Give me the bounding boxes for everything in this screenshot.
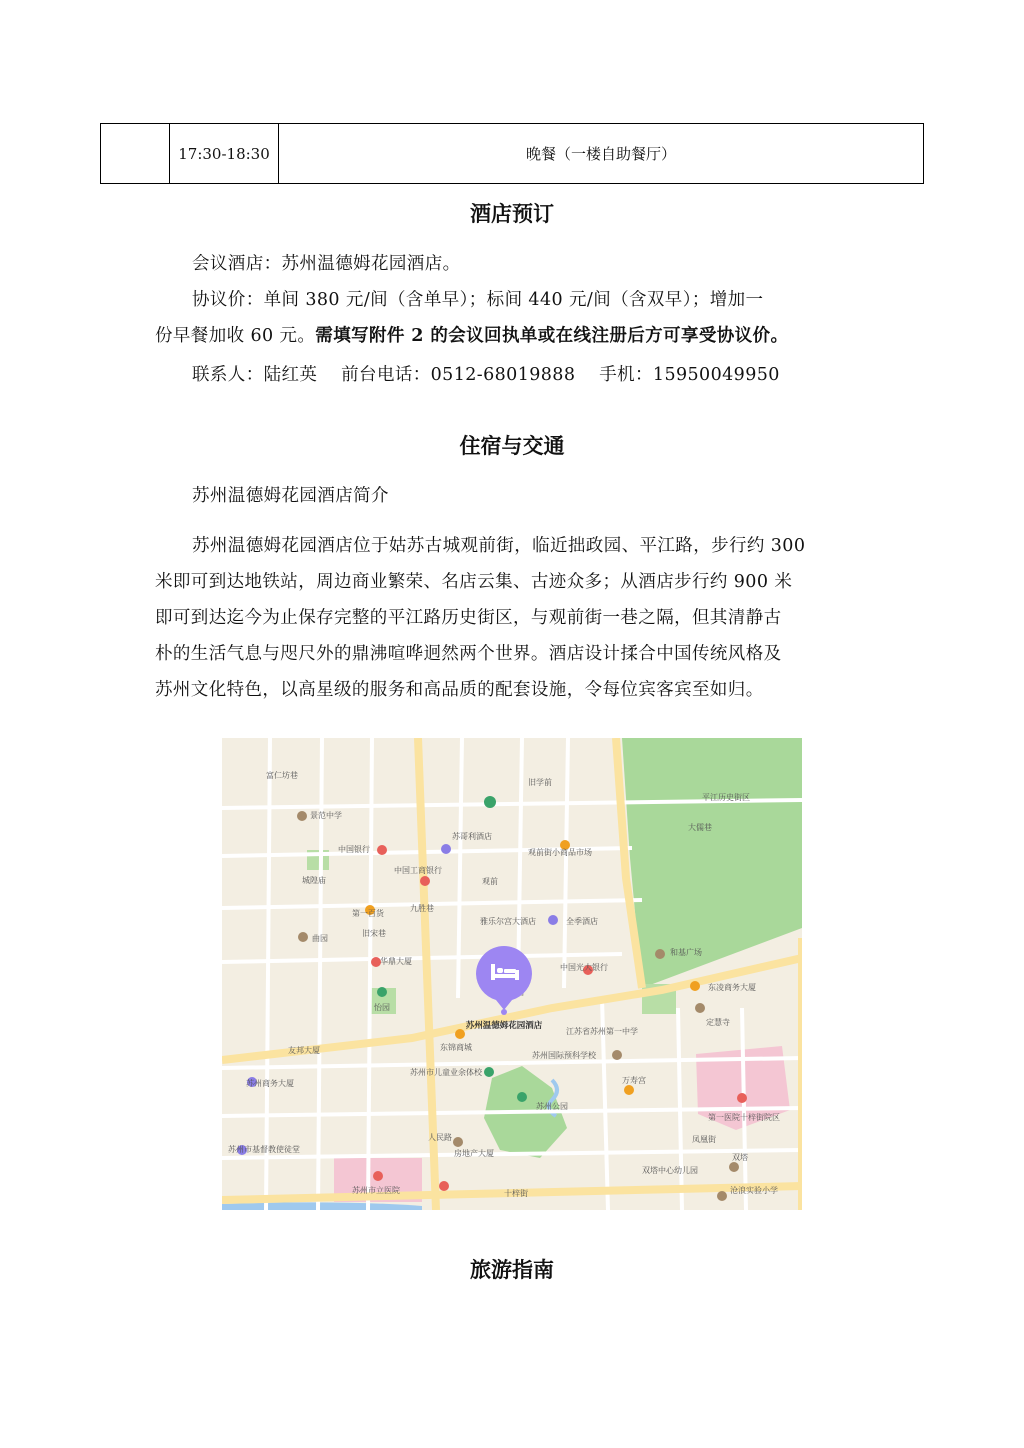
map-place-label: 富仁坊巷	[266, 771, 298, 780]
map-place-label: 房地产大厦	[454, 1149, 494, 1158]
map-place-label: 华鼎大厦	[380, 957, 412, 966]
table-row	[101, 124, 924, 184]
map-place-label: 凤凰街	[692, 1135, 716, 1144]
map-place-label: 中国银行	[338, 845, 370, 854]
map-place-label: 九胜巷	[410, 904, 434, 913]
map-place-label: 苏哥利酒店	[452, 832, 492, 841]
map-place-label: 万寿宫	[622, 1076, 646, 1085]
map-place-label: 苏州市基督教使徒堂	[228, 1145, 300, 1154]
section-heading-travel-guide: 旅游指南	[470, 1258, 554, 1282]
table-cell-activity: 晚餐（一楼自助餐厅）	[279, 124, 924, 184]
map-place-label: 苏州国际预科学校	[532, 1051, 596, 1060]
section-heading-hotel-booking: 酒店预订	[470, 202, 554, 226]
map-place-label: 江苏省苏州第一中学	[566, 1027, 638, 1036]
map-place-label: 沧浪实验小学	[730, 1186, 778, 1195]
map-place-label: 十梓街	[504, 1189, 528, 1198]
description-line: 米即可到达地铁站，周边商业繁荣、名店云集、古迹众多；从酒店步行约 900 米	[155, 572, 793, 592]
map-place-label: 苏州市儿童业余体校	[410, 1068, 482, 1077]
price-line-2-bold: 需填写附件 2 的会议回执单或在线注册后方可享受协议价。	[315, 326, 789, 346]
map-canvas	[222, 738, 802, 1210]
map-place-label: 人民路	[428, 1133, 452, 1142]
map-place-label: 观前街小商品市场	[528, 848, 592, 857]
price-line-1: 协议价：单间 380 元/间（含单早）；标间 440 元/间（含双早）；增加一	[192, 290, 764, 310]
contact-line: 联系人：陆红英 前台电话：0512-68019888 手机：15950049950	[192, 365, 780, 385]
description-line: 苏州文化特色，以高星级的服务和高品质的配套设施，令每位宾客宾至如归。	[155, 680, 764, 700]
map-place-label: 双塔	[732, 1153, 748, 1162]
price-line-2	[155, 318, 871, 354]
map-place-label: 和基广场	[670, 948, 702, 957]
map-place-label: 苏州商务大厦	[246, 1079, 294, 1088]
description-line: 苏州温德姆花园酒店位于姑苏古城观前街，临近拙政园、平江路，步行约 300	[192, 536, 806, 556]
map-place-label: 曲园	[312, 934, 328, 943]
map-place-label: 苏州公园	[536, 1102, 568, 1111]
schedule-table	[100, 123, 924, 184]
hotel-description	[155, 528, 871, 708]
map-place-label: 景范中学	[310, 811, 342, 820]
map-place-label: 东锦商城	[440, 1043, 472, 1052]
description-line: 即可到达迄今为止保存完整的平江路历史街区，与观前街一巷之隔，但其清静古	[155, 608, 782, 628]
map-place-label: 全季酒店	[566, 917, 598, 926]
map-place-label: 雅乐尔宫大酒店	[480, 917, 536, 926]
map-place-label: 定慧寺	[706, 1018, 730, 1027]
map-place-label: 怡园	[374, 1003, 390, 1012]
section-heading-lodging: 住宿与交通	[459, 434, 565, 458]
description-line: 朴的生活气息与咫尺外的鼎沸喧哗迥然两个世界。酒店设计揉合中国传统风格及	[155, 644, 782, 664]
price-line-2-normal: 份早餐加收 60 元。	[155, 326, 316, 346]
map-place-label: 平江历史街区	[702, 793, 750, 802]
hotel-intro-title: 苏州温德姆花园酒店简介	[192, 486, 389, 506]
price-paragraph	[155, 282, 871, 354]
hotel-map-label: 苏州温德姆花园酒店	[465, 1021, 543, 1031]
map-place-label: 城隍庙	[302, 876, 326, 885]
table-cell-empty	[101, 124, 170, 184]
map-place-label: 旧宋巷	[362, 929, 386, 938]
map-place-label: 旧学前	[528, 778, 552, 787]
map-place-label: 中国光大银行	[560, 963, 608, 972]
map-place-label: 第一百货	[352, 909, 384, 918]
map-place-label: 大儒巷	[688, 823, 712, 832]
map-place-label: 第一医院十梓街院区	[708, 1113, 780, 1122]
hotel-location-map[interactable]	[222, 738, 802, 1210]
table-cell-time: 17:30-18:30	[170, 124, 279, 184]
map-place-label: 友邦大厦	[288, 1046, 320, 1055]
map-place-label: 东凌商务大厦	[708, 983, 756, 992]
map-place-label: 观前	[482, 877, 498, 886]
hotel-line: 会议酒店：苏州温德姆花园酒店。	[192, 254, 461, 274]
map-place-label: 双塔中心幼儿园	[642, 1166, 698, 1175]
map-place-label: 中国工商银行	[394, 866, 442, 875]
map-place-label: 苏州市立医院	[352, 1186, 400, 1195]
